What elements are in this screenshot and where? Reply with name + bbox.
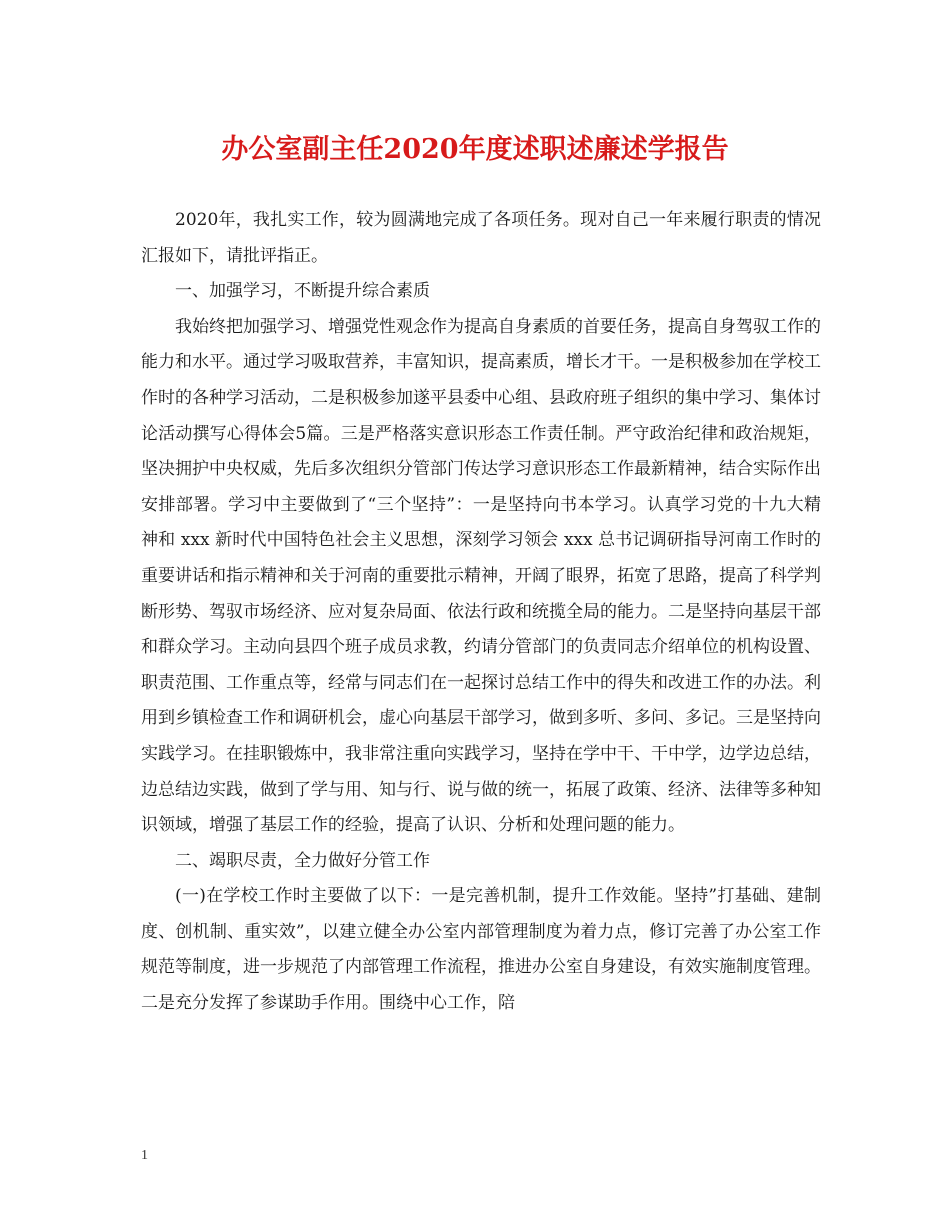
document-title: 办公室副主任2020年度述职述廉述学报告 <box>221 134 729 165</box>
page-number: 1 <box>141 1148 148 1163</box>
paragraph-duties: (一)在学校工作时主要做了以下：一是完善机制，提升工作效能。坚持”打基础、建制度、创机制、重实效”，以建立健全办公室内部管理制度为着力点，修订完善了办公室工作规范等制度，进一步规范了内部管理工作流程，推进办公室自身建设，有效实施制度管理。二是充分发挥了参谋助手作用。围绕中心工作，陪 <box>141 886 821 1014</box>
document-body <box>141 203 821 1022</box>
paragraph-study: 我始终把加强学习、增强党性观念作为提高自身素质的首要任务，提高自身驾驭工作的能力和水平。通过学习吸取营养，丰富知识，提高素质，增长才干。一是积极参加在学校工作时的各种学习活动，二是积极参加遂平县委中心组、县政府班子组织的集中学习、集体讨论活动撰写心得体会5篇。三是严格落实意识形态工作责任制。严守政治纪律和政治规矩，坚决拥护中央权威，先后多次组织分管部门传达学习意识形态工作最新精神，结合实际作出安排部署。学习中主要做到了“三个坚持”：一是坚持向书本学习。认真学习党的十九大精神和 xxx 新时代中国特色社会主义思想，深刻学习领会 xxx 总书记调研指导河南工作时的重要讲话和指示精神和关于河南的重要批示精神，开阔了眼界，拓宽了思路，提高了科学判断形势、驾驭市场经济、应对复杂局面、依法行政和统揽全局的能力。二是坚持向基层干部和群众学习。主动向县四个班子成员求教，约请分管部门的负责同志介绍单位的机构设置、职责范围、工作重点等，经常与同志们在一起探讨总结工作中的得失和改进工作的办法。利用到乡镇检查工作和调研机会，虚心向基层干部学习，做到多听、多问、多记。三是坚持向实践学习。在挂职锻炼中，我非常注重向实践学习，坚持在学中干、干中学，边学边总结，边总结边实践，做到了学与用、知与行、说与做的统一，拓展了政策、经济、法律等多种知识领域，增强了基层工作的经验，提高了认识、分析和处理问题的能力。 <box>141 316 821 836</box>
paragraph-intro: 2020年，我扎实工作，较为圆满地完成了各项任务。现对自己一年来履行职责的情况汇报如下，请批评指正。 <box>141 210 821 266</box>
section-heading-duties: 二、竭职尽责，全力做好分管工作 <box>175 850 430 871</box>
section-heading-study: 一、加强学习，不断提升综合素质 <box>175 281 430 302</box>
